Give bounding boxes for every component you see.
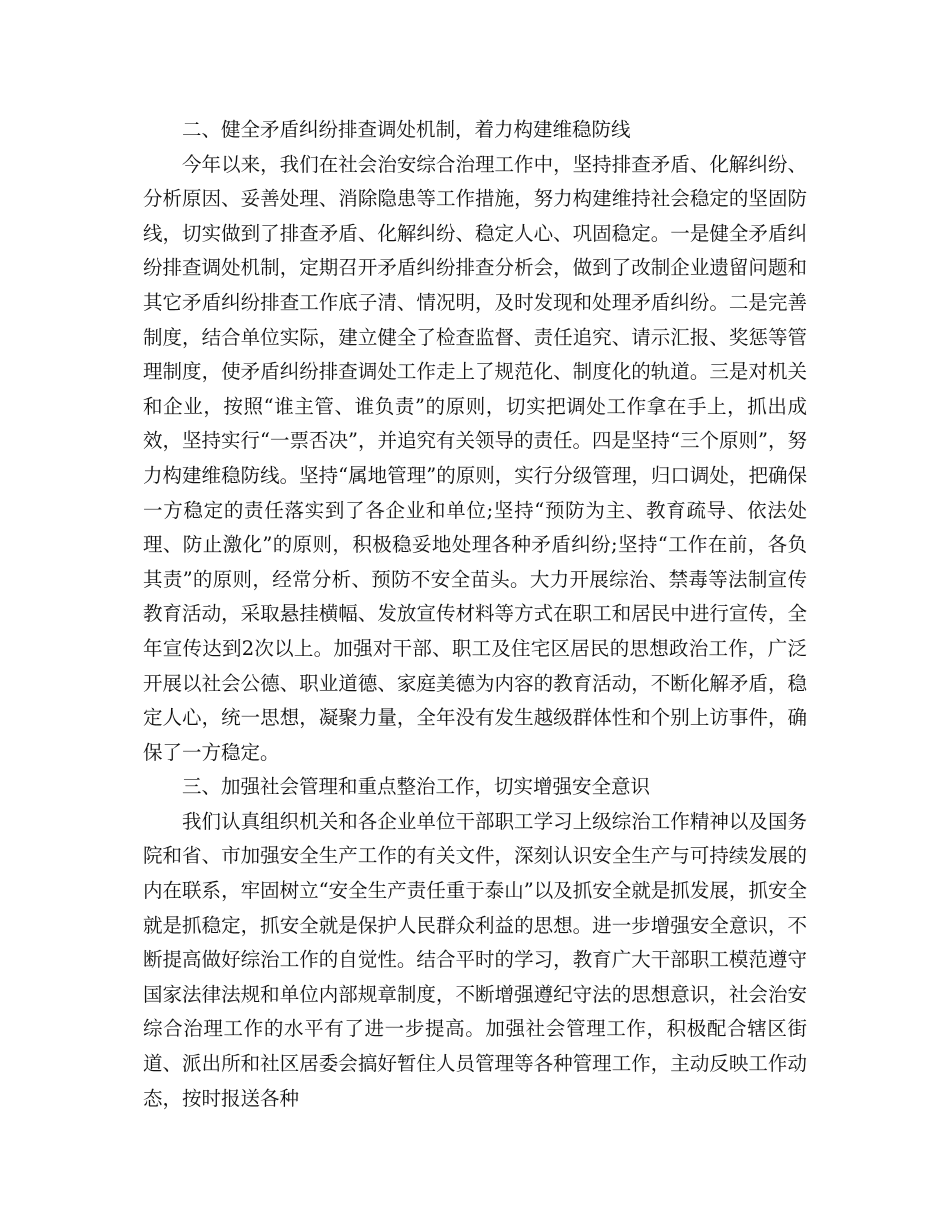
body-paragraph-1: 今年以来，我们在社会治安综合治理工作中，坚持排查矛盾、化解纠纷、分析原因、妥善处理、消除隐患等工作措施，努力构建维持社会稳定的坚固防线，切实做到了排查矛盾、化解纠纷、稳定人心、巩固稳定。一是健全矛盾纠纷排查调处机制，定期召开矛盾纠纷排查分析会，做到了改制企业遗留问题和其它矛盾纠纷排查工作底子清、情况明，及时发现和处理矛盾纠纷。二是完善制度，结合单位实际，建立健全了检查监督、责任追究、请示汇报、奖惩等管理制度，使矛盾纠纷排查调处工作走上了规范化、制度化的轨道。三是对机关和企业，按照“谁主管、谁负责”的原则，切实把调处工作拿在手上，抓出成效，坚持实行“一票否决”，并追究有关领导的责任。四是坚持“三个原则”，努力构建维稳防线。坚持“属地管理”的原则，实行分级管理，归口调处，把确保一方稳定的责任落实到了各企业和单位;坚持“预防为主、教育疏导、依法处理、防止激化”的原则，积极稳妥地处理各种矛盾纠纷;坚持“工作在前，各负其责”的原则，经常分析、预防不安全苗头。大力开展综治、禁毒等法制宣传教育活动，采取悬挂横幅、发放宣传材料等方式在职工和居民中进行宣传，全年宣传达到2次以上。加强对干部、职工及住宅区居民的思想政治工作，广泛开展以社会公德、职业道德、家庭美德为内容的教育活动，不断化解矛盾，稳定人心，统一思想，凝聚力量，全年没有发生越级群体性和个别上访事件，确保了一方稳定。 [143,152,807,764]
document-body [143,113,807,1116]
section-heading-3: 三、加强社会管理和重点整治工作，切实增强安全意识 [182,775,651,799]
body-paragraph-2: 我们认真组织机关和各企业单位干部职工学习上级综治工作精神以及国务院和省、市加强安全生产工作的有关文件，深刻认识安全生产与可持续发展的内在联系，牢固树立“安全生产责任重于泰山”以及抓安全就是抓发展，抓安全就是抓稳定，抓安全就是保护人民群众利益的思想。进一步增强安全意识，不断提高做好综治工作的自觉性。结合平时的学习，教育广大干部职工模范遵守国家法律法规和单位内部规章制度，不断增强遵纪守法的思想意识，社会治安综合治理工作的水平有了进一步提高。加强社会管理工作，积极配合辖区街道、派出所和社区居委会搞好暂住人员管理等各种管理工作，主动反映工作动态，按时报送各种 [143,809,807,1110]
section-heading-2: 二、健全矛盾纠纷排查调处机制，着力构建维稳防线 [182,118,631,141]
